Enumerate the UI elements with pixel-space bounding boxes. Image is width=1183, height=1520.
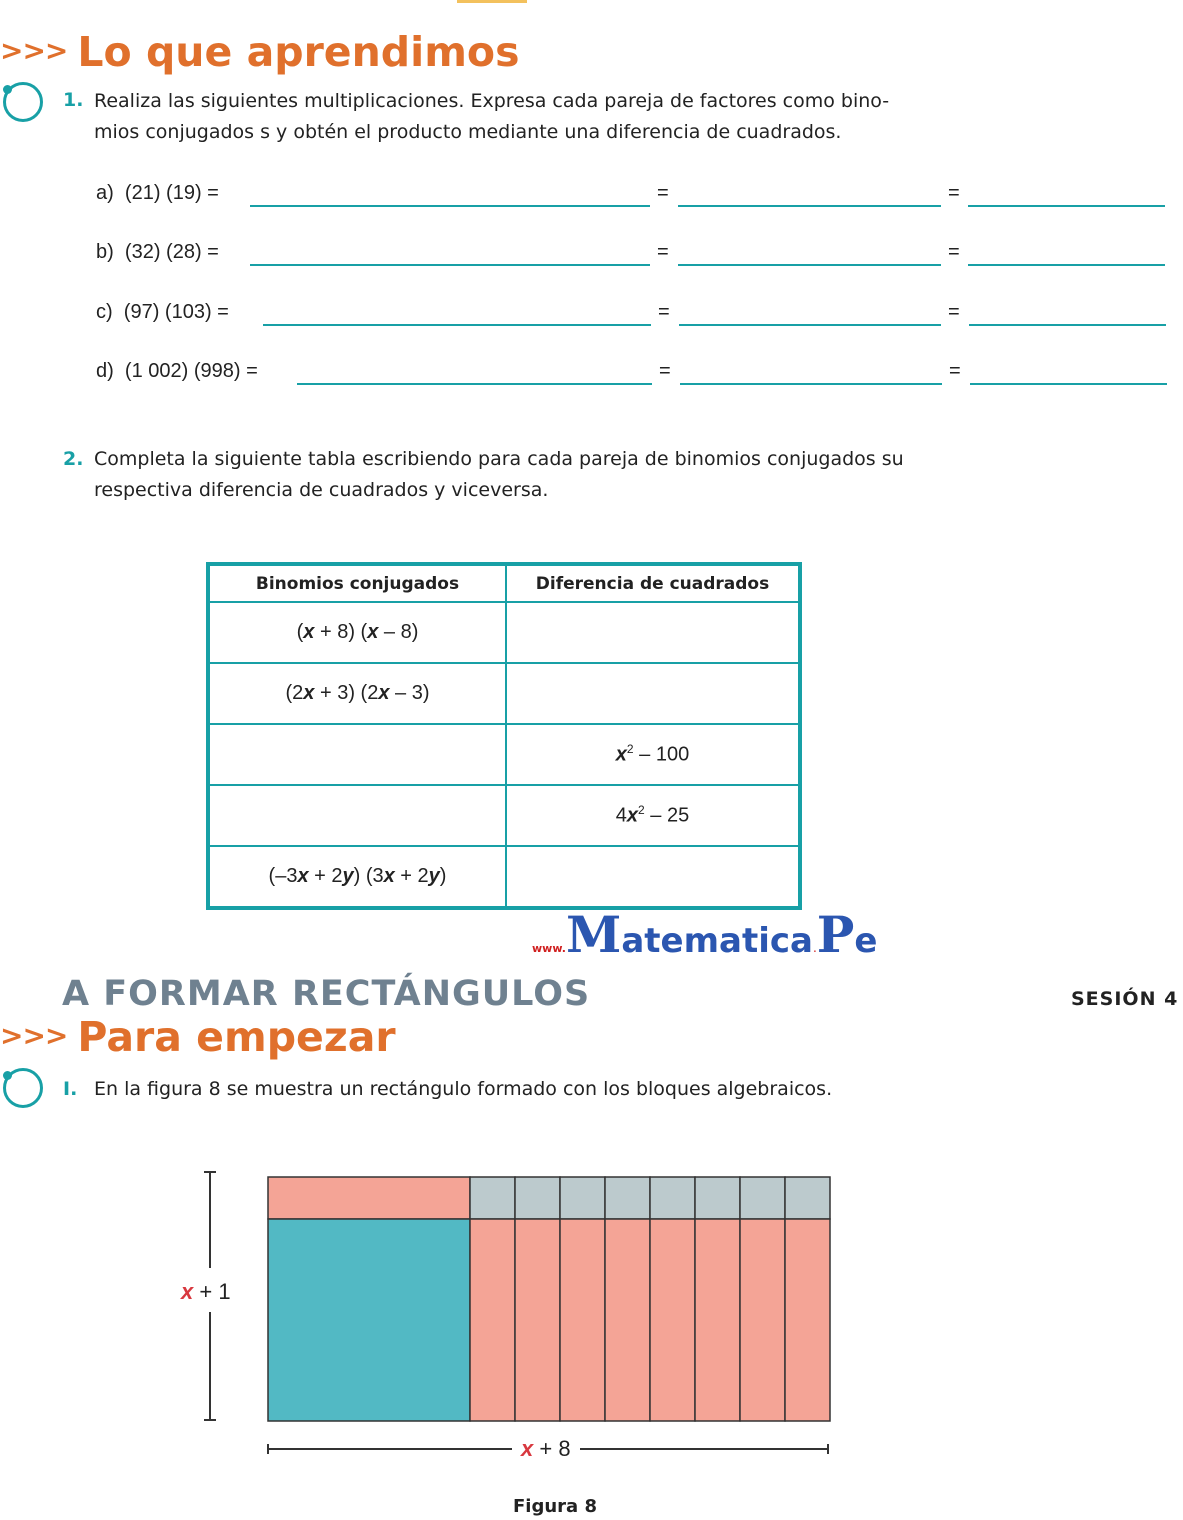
table-cell: (x + 8) (x – 8) xyxy=(208,602,506,663)
table-cell-answer[interactable] xyxy=(506,602,800,663)
unit-block xyxy=(560,1177,605,1219)
item-label: d) xyxy=(96,360,114,382)
equals-sign: = xyxy=(949,360,961,382)
item-expression: (97) (103) = xyxy=(123,301,229,323)
width-label-var: x xyxy=(521,1436,534,1461)
x-strip-vertical xyxy=(515,1219,560,1421)
chevron-markers: >>> xyxy=(0,34,68,67)
algebra-blocks xyxy=(268,1177,830,1421)
height-label xyxy=(177,1279,235,1305)
item-expression: (32) (28) = xyxy=(124,241,219,263)
x-squared-block xyxy=(268,1219,470,1421)
table-row xyxy=(208,846,800,908)
watermark-prefix: www. xyxy=(532,942,566,955)
section-title: Lo que aprendimos xyxy=(77,28,520,76)
table-cell: (–3x + 2y) (3x + 2y) xyxy=(208,846,506,908)
item-expression: (1 002) (998) = xyxy=(124,360,258,382)
x-strip-vertical xyxy=(740,1219,785,1421)
unit-block xyxy=(740,1177,785,1219)
activity-ring-icon xyxy=(3,82,43,122)
table-cell-answer[interactable] xyxy=(506,846,800,908)
figure-8-rectangle xyxy=(180,1160,860,1460)
question-2-line-2: respectiva diferencia de cuadrados y viceversa. xyxy=(94,479,549,501)
activity-ring-icon xyxy=(3,1068,43,1108)
question-I-text: En la figura 8 se muestra un rectángulo formado con los bloques algebraicos. xyxy=(94,1078,833,1100)
binomials-table xyxy=(206,562,802,910)
section-heading-lo-que-aprendimos xyxy=(0,28,520,76)
header-binomios: Binomios conjugados xyxy=(208,564,506,602)
question-2-number: 2. xyxy=(63,448,84,470)
watermark-rest: atematica xyxy=(621,921,813,961)
watermark-p: P xyxy=(816,905,855,964)
table-row xyxy=(208,663,800,724)
question-2-text xyxy=(94,444,954,506)
table-cell-answer[interactable] xyxy=(506,663,800,724)
item-label: a) xyxy=(96,182,114,204)
table-row xyxy=(208,785,800,846)
table-row xyxy=(208,724,800,785)
equals-sign: = xyxy=(658,301,670,323)
equals-sign: = xyxy=(657,241,669,263)
watermark-e: e xyxy=(854,921,878,961)
width-label-rest: + 8 xyxy=(539,1436,571,1461)
equals-sign: = xyxy=(948,182,960,204)
equals-sign: = xyxy=(659,360,671,382)
equals-sign: = xyxy=(948,301,960,323)
q1-item-d xyxy=(96,360,258,383)
x-strip-vertical xyxy=(650,1219,695,1421)
answer-line-a3[interactable] xyxy=(968,205,1165,207)
equals-sign: = xyxy=(948,241,960,263)
height-label-rest: + 1 xyxy=(199,1279,231,1304)
item-label: b) xyxy=(96,241,114,263)
answer-line-d1[interactable] xyxy=(297,383,652,385)
item-expression: (21) (19) = xyxy=(124,182,219,204)
unit-block xyxy=(605,1177,650,1219)
matematica-pe-watermark xyxy=(532,905,877,964)
x-strip-vertical xyxy=(785,1219,830,1421)
answer-line-b2[interactable] xyxy=(678,264,941,266)
chevron-markers: >>> xyxy=(0,1019,68,1052)
x-strip-horizontal xyxy=(268,1177,470,1219)
answer-line-d3[interactable] xyxy=(970,383,1167,385)
unit-block xyxy=(695,1177,740,1219)
figure-caption: Figura 8 xyxy=(513,1496,597,1517)
q1-item-c xyxy=(96,301,229,324)
answer-line-d2[interactable] xyxy=(680,383,942,385)
answer-line-b1[interactable] xyxy=(250,264,650,266)
unit-block xyxy=(515,1177,560,1219)
x-strip-vertical xyxy=(470,1219,515,1421)
item-label: c) xyxy=(96,301,113,323)
table-cell-answer[interactable] xyxy=(208,724,506,785)
table-header-row xyxy=(208,564,800,602)
unit-block xyxy=(470,1177,515,1219)
width-label xyxy=(517,1436,575,1462)
answer-line-c3[interactable] xyxy=(969,324,1166,326)
x-strip-vertical xyxy=(560,1219,605,1421)
q1-item-a xyxy=(96,182,219,205)
section-heading-para-empezar xyxy=(0,1013,396,1061)
table-cell: $4x^2 - 25$ xyxy=(506,785,800,846)
equals-sign: = xyxy=(657,182,669,204)
table-row xyxy=(208,602,800,663)
question-1-number: 1. xyxy=(63,89,84,111)
answer-line-a1[interactable] xyxy=(250,205,650,207)
table-cell: $x^2 - 100$ xyxy=(506,724,800,785)
watermark-dot: . xyxy=(812,941,817,955)
height-label-var: x xyxy=(181,1279,194,1304)
answer-line-a2[interactable] xyxy=(678,205,941,207)
question-I-number: I. xyxy=(63,1078,78,1100)
table-cell-answer[interactable] xyxy=(208,785,506,846)
question-1-text xyxy=(94,86,954,148)
answer-line-b3[interactable] xyxy=(968,264,1165,266)
session-label: SESIÓN 4 xyxy=(1071,988,1179,1010)
x-strip-vertical xyxy=(695,1219,740,1421)
question-1-line-1: Realiza las siguientes multiplicaciones. Expresa cada pareja de factores como bino- xyxy=(94,90,890,112)
lesson-subtitle: A FORMAR RECTÁNGULOS xyxy=(62,974,591,1014)
answer-line-c2[interactable] xyxy=(679,324,941,326)
x-strip-vertical xyxy=(605,1219,650,1421)
answer-line-c1[interactable] xyxy=(263,324,651,326)
top-tab-marker xyxy=(457,0,527,3)
section-title: Para empezar xyxy=(77,1013,396,1061)
table-cell: (2x + 3) (2x – 3) xyxy=(208,663,506,724)
q1-item-b xyxy=(96,241,219,264)
question-1-line-2: mios conjugados s y obtén el producto mediante una diferencia de cuadrados. xyxy=(94,121,842,143)
unit-block xyxy=(650,1177,695,1219)
header-diferencia: Diferencia de cuadrados xyxy=(506,564,800,602)
question-2-line-1: Completa la siguiente tabla escribiendo para cada pareja de binomios conjugados su xyxy=(94,448,904,470)
watermark-m: M xyxy=(565,905,622,964)
unit-block xyxy=(785,1177,830,1219)
